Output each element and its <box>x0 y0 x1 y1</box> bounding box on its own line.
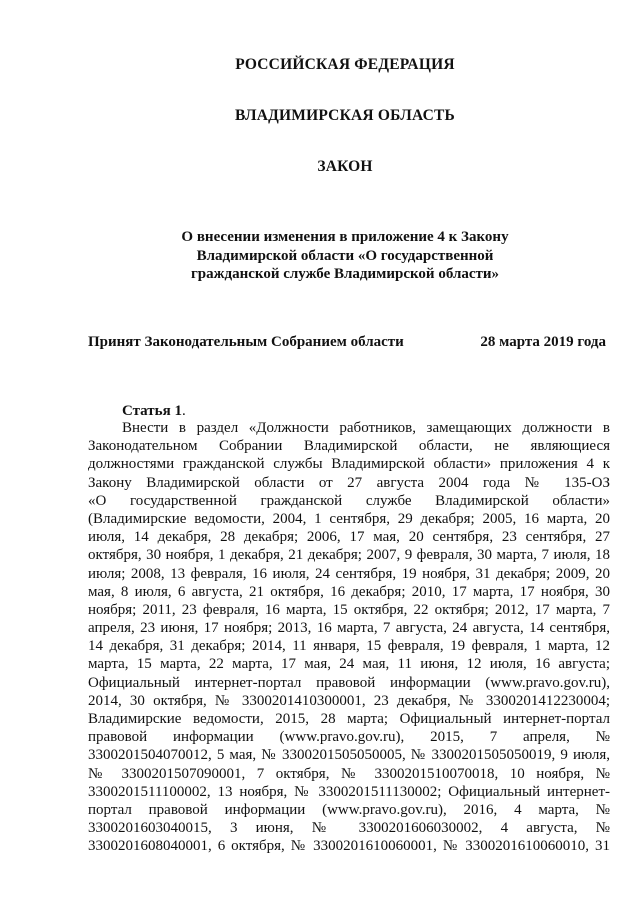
article-line: 3300201608040001, 6 октября, № 3300201610060001, № 3300201610060010, 31 <box>88 838 610 855</box>
law-title-line: О внесении изменения в приложение 4 к Закону <box>181 229 509 245</box>
article-line: должностями гражданской службы Владимирской области» приложения 4 к <box>88 456 610 473</box>
article-line: 3300201511100002, 13 ноября, № 3300201511130002; Официальный интернет- <box>88 783 610 800</box>
article-body <box>88 419 610 856</box>
article-line: ноября; 2011, 23 февраля, 16 марта, 15 октября, 22 октября; 2012, 17 марта, 7 <box>88 601 610 618</box>
article-line: 14 декабря, 31 декабря; 2014, 11 января, 15 февраля, 19 февраля, 1 марта, 12 <box>88 638 610 655</box>
article-line: Официальный интернет-портал правовой информации (www.pravo.gov.ru), <box>88 674 610 691</box>
article-line: 2014, 30 октября, № 3300201410300001, 23 декабря, № 3300201412230004; <box>88 692 610 709</box>
article-line: 3300201603040015, 3 июня, № 3300201606030002, 4 августа, № <box>88 820 610 837</box>
document-type-heading: ЗАКОН <box>317 158 373 175</box>
article-line: Закону Владимирской области от 27 августа 2004 года № 135-ОЗ <box>88 474 610 491</box>
article-line: правовой информации (www.pravo.gov.ru), 2015, 7 апреля, № <box>88 729 610 746</box>
article-line: Законодательном Собрании Владимирской области, не являющиеся <box>88 438 610 455</box>
region-heading: ВЛАДИМИРСКАЯ ОБЛАСТЬ <box>235 107 455 124</box>
adoption-date: 28 марта 2019 года <box>480 334 606 350</box>
article-line: (Владимирские ведомости, 2004, 1 сентября, 29 декабря; 2005, 16 марта, 20 <box>88 510 610 527</box>
article-line: октября, 30 ноября, 1 декабря, 21 декабря; 2007, 9 февраля, 30 марта, 7 июля, 18 <box>88 547 610 564</box>
article-line: марта, 15 марта, 22 марта, 17 мая, 24 мая, 11 июня, 12 июля, 16 августа; <box>88 656 610 673</box>
article-line: 3300201504070012, 5 мая, № 3300201505050005, № 3300201505050019, 9 июля, <box>88 747 610 764</box>
law-title-line: гражданской службе Владимирской области» <box>190 266 500 282</box>
adopted-by-text: Принят Законодательным Собранием области <box>88 334 404 350</box>
article-line: Владимирские ведомости, 2015, 28 марта; Официальный интернет-портал <box>88 711 610 727</box>
article-line: «О государственной гражданской службе Владимирской области» <box>88 492 610 509</box>
article-line: Внести в раздел «Должности работников, замещающих должности в <box>122 420 610 436</box>
article-heading-dot: . <box>181 403 186 419</box>
article-line: мая, 8 июля, 6 августа, 21 октября, 16 декабря; 2010, 17 марта, 17 ноября, 30 <box>88 583 610 600</box>
article-line: № 3300201507090001, 7 октября, № 3300201510070018, 10 ноября, № <box>88 765 610 782</box>
federation-heading: РОССИЙСКАЯ ФЕДЕРАЦИЯ <box>235 56 455 73</box>
article-line: портал правовой информации (www.pravo.gov.ru), 2016, 4 марта, № <box>88 801 610 818</box>
law-title <box>150 228 540 284</box>
law-title-line: Владимирской области «О государственной <box>196 247 494 264</box>
adoption-row <box>88 334 606 351</box>
article-heading-text: Статья 1 <box>122 403 182 419</box>
article-line: июля; 2008, 13 февраля, 16 июля, 24 сентября, 19 ноября, 31 декабря; 2009, 20 <box>88 565 610 582</box>
article-line: апреля, 23 июня, 17 ноября; 2013, 16 марта, 7 августа, 24 августа, 14 сентября, <box>88 620 610 637</box>
article-line: июля, 14 декабря, 28 декабря; 2006, 17 мая, 20 сентября, 23 сентября, 27 <box>88 529 610 546</box>
article-heading <box>122 403 186 420</box>
